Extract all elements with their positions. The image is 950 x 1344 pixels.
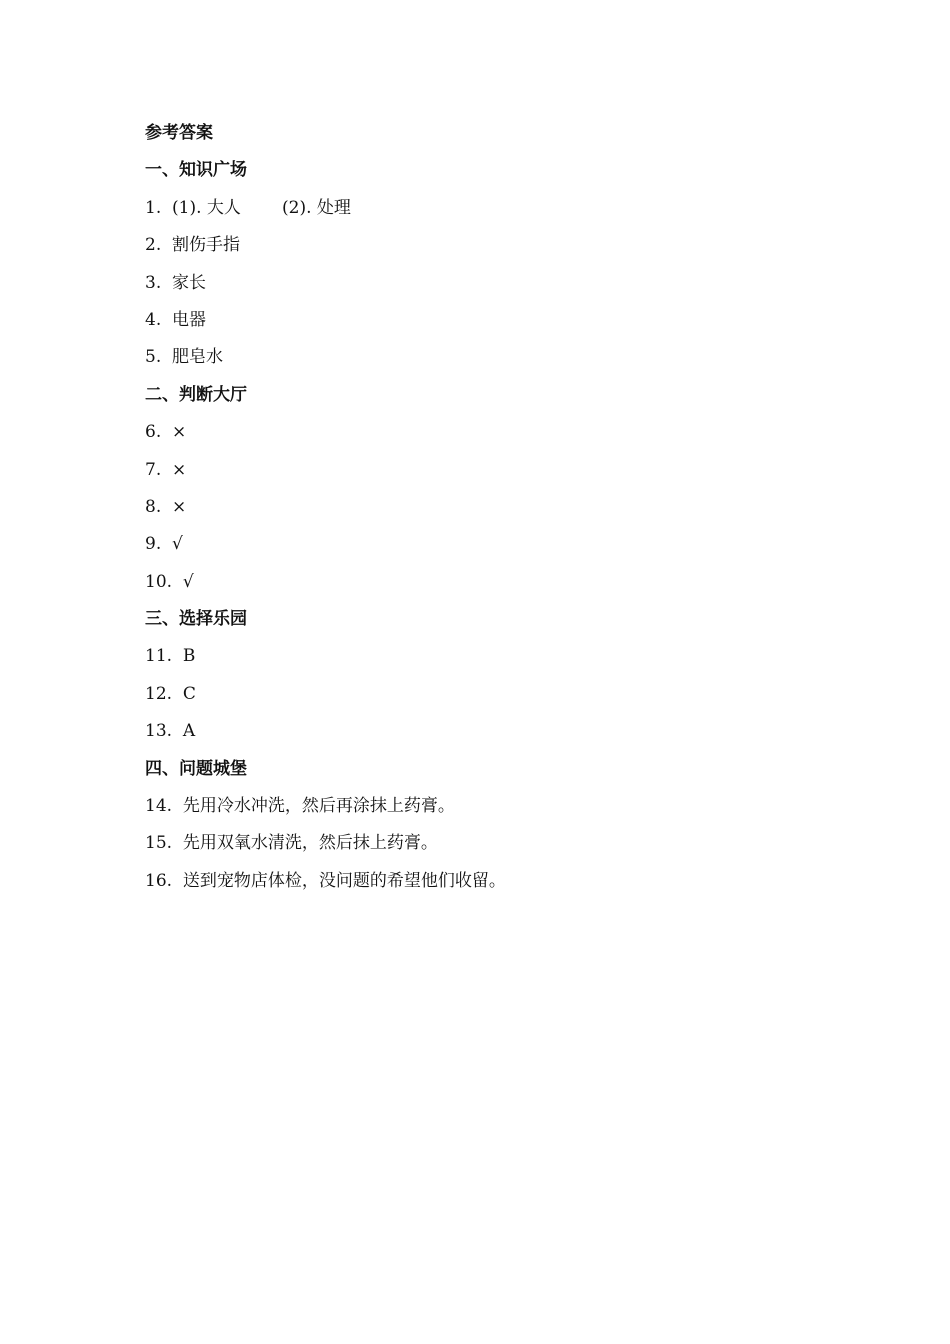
answer-item-11	[145, 641, 845, 678]
question-number: 10.	[145, 571, 173, 592]
answer-text: 家长	[172, 272, 207, 293]
answer-text: 电器	[172, 309, 207, 330]
answer-item-7	[145, 455, 845, 492]
question-number: 2.	[145, 235, 162, 256]
answer-item-6	[145, 417, 845, 454]
question-number: 13.	[145, 721, 173, 742]
question-number: 8.	[145, 496, 162, 517]
answer-text: 割伤手指	[172, 235, 241, 256]
answer-item-13	[145, 716, 845, 753]
answer-text: 送到宠物店体检，没问题的希望他们收留。	[182, 870, 506, 891]
answer-item-4	[145, 305, 845, 342]
answer-key	[145, 118, 845, 903]
answer-item-12	[145, 679, 845, 716]
answer-text: A	[182, 721, 196, 742]
answer-item-14	[145, 791, 845, 828]
answer-text: 先用冷水冲洗，然后再涂抹上药膏。	[182, 796, 455, 817]
question-number: 5.	[145, 347, 162, 368]
answer-item-8	[145, 492, 845, 529]
question-number: 6.	[145, 422, 162, 443]
answer-text: 先用双氧水清洗，然后抹上药膏。	[182, 833, 438, 854]
question-number: 16.	[145, 870, 173, 891]
question-number: 3.	[145, 272, 162, 293]
question-number: 14.	[145, 796, 173, 817]
question-number: 11.	[145, 646, 173, 667]
answer-text: 肥皂水	[172, 347, 224, 368]
answer-item-9	[145, 529, 845, 566]
document-title: 参考答案	[145, 123, 213, 143]
answer-item-16	[145, 866, 845, 903]
question-number: 7.	[145, 459, 162, 480]
answer-text: ×	[172, 496, 187, 517]
answer-item-10	[145, 567, 845, 604]
question-number: 9.	[145, 534, 162, 555]
answer-text: ×	[172, 422, 187, 443]
answer-item-5	[145, 342, 845, 379]
question-number: 1.	[145, 197, 162, 218]
answer-text: C	[182, 683, 196, 704]
question-number: 4.	[145, 309, 162, 330]
answer-text: √	[172, 534, 183, 555]
answer-part-1: (1). 大人	[172, 197, 241, 218]
answer-text: ×	[172, 459, 187, 480]
answer-part-2: (2). 处理	[282, 197, 351, 218]
answer-text: √	[182, 571, 194, 592]
section-heading-questions: 四、问题城堡	[145, 758, 247, 779]
answer-item-2	[145, 230, 845, 267]
question-number: 12.	[145, 683, 173, 704]
answer-item-15	[145, 828, 845, 865]
answer-item-1	[145, 193, 845, 230]
section-heading-knowledge: 一、知识广场	[145, 160, 247, 181]
answer-item-3	[145, 268, 845, 305]
section-heading-judgement: 二、判断大厅	[145, 384, 247, 405]
section-heading-choice: 三、选择乐园	[145, 609, 247, 630]
answer-text: B	[182, 646, 196, 667]
question-number: 15.	[145, 833, 173, 854]
